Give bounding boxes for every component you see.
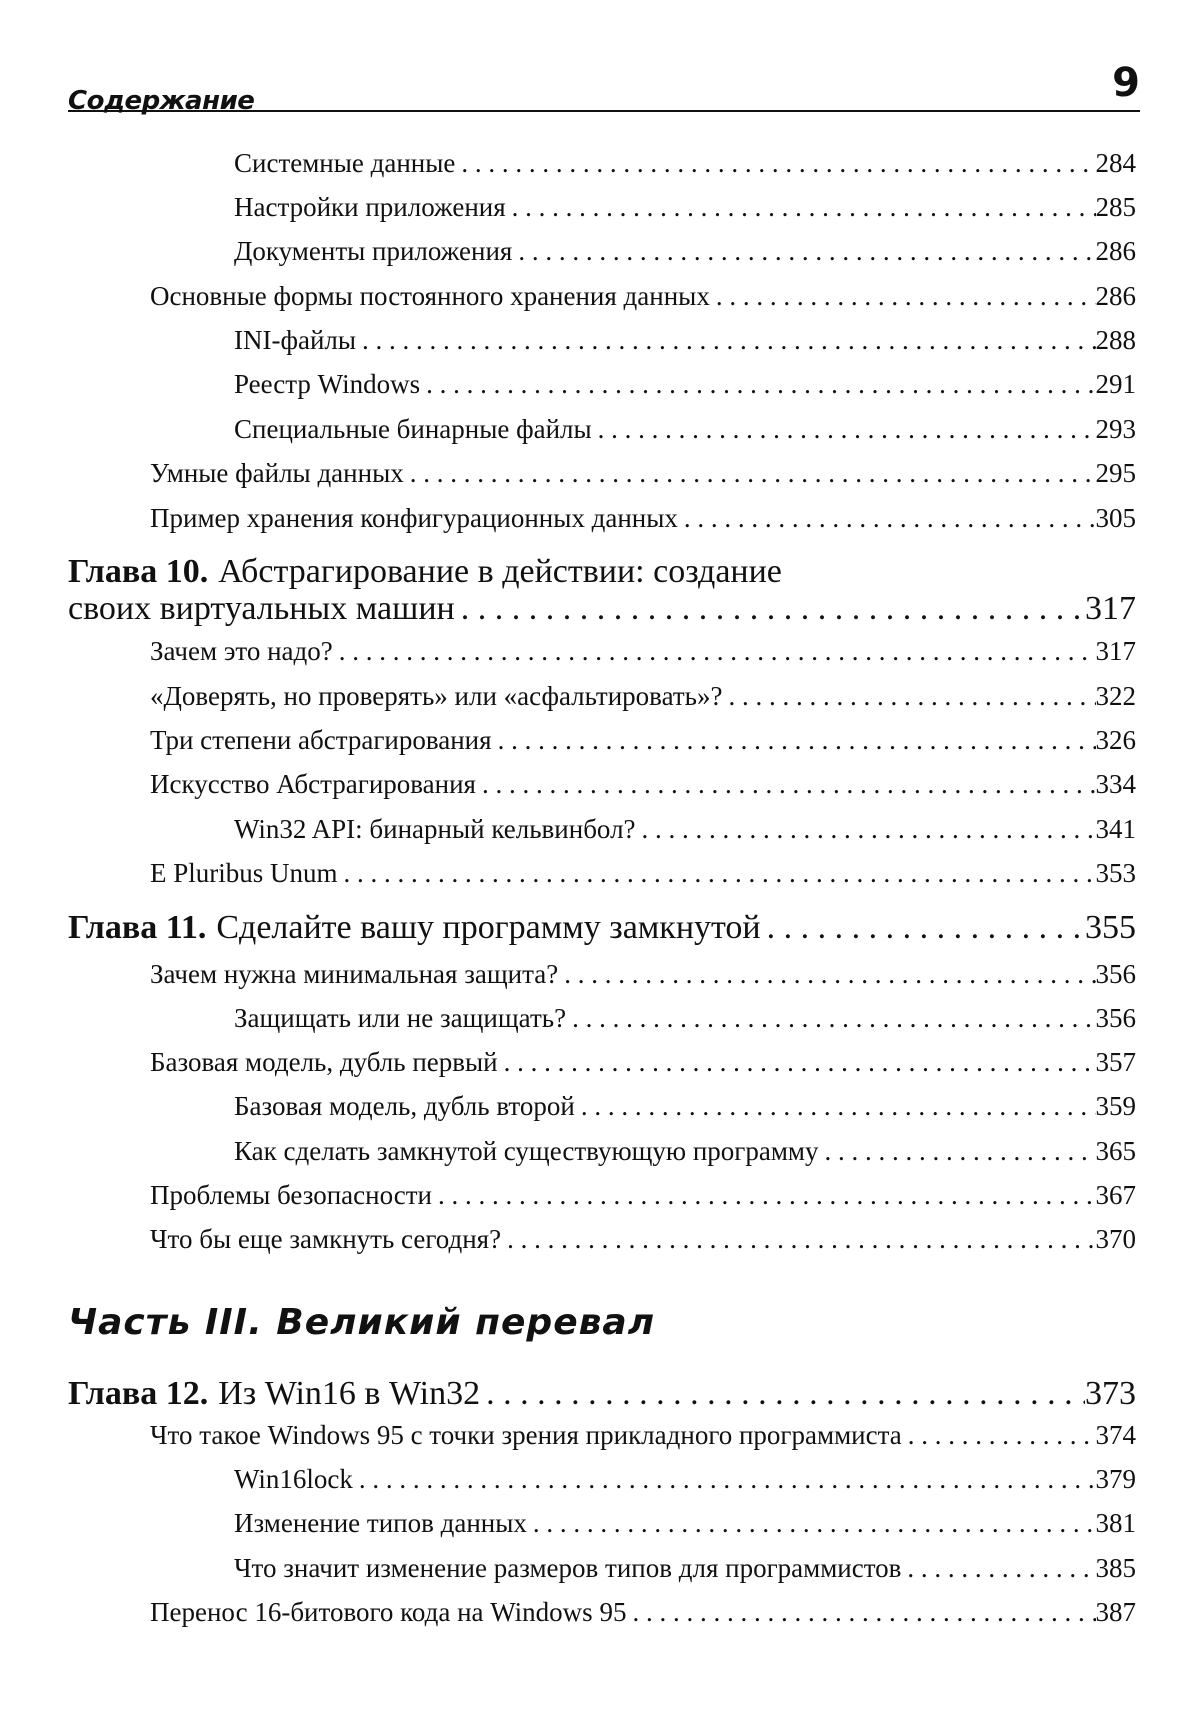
chapter-label: Глава 11. [68, 909, 207, 946]
toc-entry-page: 356 [1095, 959, 1136, 989]
chapter-label: Глава 10. [68, 553, 209, 590]
chapter-page: 355 [1085, 909, 1136, 946]
leader-dots [476, 767, 1096, 801]
leader-dots [575, 1089, 1096, 1123]
page-header [68, 60, 1140, 124]
toc-entry-page: 341 [1095, 814, 1136, 844]
header-rule [68, 110, 1140, 112]
toc-entry-page: 334 [1095, 769, 1136, 799]
toc-entry [234, 146, 1136, 180]
toc-entry [150, 1045, 1136, 1079]
leader-dots [506, 190, 1096, 224]
leader-dots [678, 501, 1096, 535]
toc-entry-title: Зачем нужна минимальная защита? [150, 959, 559, 989]
toc-entry [150, 1418, 1136, 1452]
toc-entry-page: 305 [1095, 503, 1136, 533]
toc-entry-page: 356 [1095, 1003, 1136, 1033]
toc-entry-title: Перенос 16-битового кода на Windows 95 [150, 1597, 627, 1627]
toc-entry [150, 679, 1136, 713]
toc-entry-title: Win16lock [234, 1464, 353, 1494]
leader-dots [902, 1418, 1096, 1452]
toc-entry [234, 1134, 1136, 1168]
toc-entry-title: Документы приложения [234, 236, 513, 266]
leader-dots [710, 279, 1096, 313]
chapter-title: своих виртуальных машин [68, 590, 455, 627]
toc-entry-title: Умные файлы данных [150, 458, 404, 488]
toc-entry [234, 190, 1136, 224]
chapter-heading-cont [68, 589, 1136, 629]
leader-dots [455, 589, 1085, 629]
leader-dots [356, 323, 1095, 357]
toc-entry-page: 286 [1095, 236, 1136, 266]
toc-entry-page: 381 [1095, 1508, 1136, 1538]
toc-entry-title: Настройки приложения [234, 192, 506, 222]
toc-entry [234, 367, 1136, 401]
leader-dots [512, 234, 1095, 268]
toc-entry-title: E Pluribus Unum [150, 858, 338, 888]
toc-entry-title: Как сделать замкнутой существующую программу [234, 1136, 819, 1166]
toc-entry [150, 279, 1136, 313]
toc-entry-page: 291 [1095, 369, 1136, 399]
leader-dots [527, 1506, 1096, 1540]
toc-entry-title: Изменение типов данных [234, 1508, 527, 1538]
leader-dots [492, 723, 1096, 757]
toc-entry [150, 501, 1136, 535]
toc-entry-title: INI-файлы [234, 325, 357, 355]
part-heading: Часть III. Великий перевал [68, 1302, 656, 1343]
leader-dots [901, 1551, 1095, 1585]
toc-entry-page: 322 [1095, 681, 1136, 711]
toc-entry [234, 1089, 1136, 1123]
toc-entry-title: Что значит изменение размеров типов для программистов [234, 1553, 902, 1583]
toc-entry-page: 374 [1095, 1420, 1136, 1450]
toc-entry-title: Проблемы безопасности [150, 1180, 432, 1210]
leader-dots [566, 1001, 1095, 1035]
toc-entry-page: 286 [1095, 281, 1136, 311]
toc-entry [234, 1551, 1136, 1585]
toc-entry [150, 1222, 1136, 1256]
toc-entry-page: 357 [1095, 1047, 1136, 1077]
running-title: Содержание [68, 86, 255, 116]
toc-entry [234, 812, 1136, 846]
toc-entry [234, 234, 1136, 268]
leader-dots [626, 1595, 1095, 1629]
leader-dots [592, 412, 1096, 446]
chapter-heading [68, 1374, 1136, 1414]
toc-entry [150, 856, 1136, 890]
leader-dots [819, 1134, 1096, 1168]
chapter-label: Глава 12. [68, 1375, 209, 1412]
toc-entry [150, 767, 1136, 801]
toc-entry [234, 1506, 1136, 1540]
toc-entry [234, 412, 1136, 446]
toc-entry-page: 359 [1095, 1091, 1136, 1121]
chapter-page: 373 [1085, 1375, 1136, 1412]
toc-entry [150, 723, 1136, 757]
toc-entry-page: 293 [1095, 414, 1136, 444]
leader-dots [420, 367, 1095, 401]
leader-dots [558, 957, 1095, 991]
toc-entry-page: 285 [1095, 192, 1136, 222]
chapter-title: Абстрагирование в действии: создание [218, 553, 782, 590]
toc-entry-page: 353 [1095, 858, 1136, 888]
toc-entry [234, 1001, 1136, 1035]
leader-dots [498, 1045, 1096, 1079]
toc-entry-page: 365 [1095, 1136, 1136, 1166]
toc-entry-page: 317 [1095, 636, 1136, 666]
leader-dots [722, 679, 1095, 713]
toc-entry-page: 288 [1095, 325, 1136, 355]
leader-dots [480, 1374, 1085, 1414]
chapter-page: 317 [1085, 590, 1136, 627]
toc-entry [150, 634, 1136, 668]
toc-entry-title: Искусство Абстрагирования [150, 769, 476, 799]
chapter-heading [68, 908, 1136, 948]
toc-entry-title: Специальные бинарные файлы [234, 414, 592, 444]
toc-entry-title: Основные формы постоянного хранения данных [150, 281, 710, 311]
toc-entry-title: Три степени абстрагирования [150, 725, 492, 755]
toc-entry [150, 1178, 1136, 1212]
toc-entry [150, 456, 1136, 490]
toc-entry-page: 367 [1095, 1180, 1136, 1210]
chapter-title: Из Win16 в Win32 [218, 1375, 481, 1412]
toc-entry-title: Что такое Windows 95 с точки зрения прикладного программиста [150, 1420, 902, 1450]
toc-entry-title: Базовая модель, дубль первый [150, 1047, 498, 1077]
toc-entry-page: 326 [1095, 725, 1136, 755]
chapter-heading [68, 552, 782, 592]
leader-dots [333, 634, 1096, 668]
chapter-title: Сделайте вашу программу замкнутой [216, 909, 761, 946]
leader-dots [636, 812, 1096, 846]
toc-entry-title: Пример хранения конфигурационных данных [150, 503, 678, 533]
toc-entry-title: Что бы еще замкнуть сегодня? [150, 1224, 502, 1254]
toc-entry-page: 385 [1095, 1553, 1136, 1583]
leader-dots [455, 146, 1095, 180]
toc-entry [150, 1595, 1136, 1629]
leader-dots [338, 856, 1096, 890]
page-number: 9 [1112, 60, 1140, 106]
leader-dots [761, 908, 1085, 948]
leader-dots [432, 1178, 1096, 1212]
leader-dots [353, 1462, 1096, 1496]
toc-entry-title: Защищать или не защищать? [234, 1003, 567, 1033]
toc-entry [150, 957, 1136, 991]
toc-entry [234, 323, 1136, 357]
toc-entry-title: «Доверять, но проверять» или «асфальтировать»? [150, 681, 723, 711]
toc-entry-title: Зачем это надо? [150, 636, 333, 666]
toc-entry-page: 387 [1095, 1597, 1136, 1627]
toc-entry-title: Реестр Windows [234, 369, 421, 399]
leader-dots [501, 1222, 1095, 1256]
toc-entry-title: Системные данные [234, 148, 456, 178]
toc-entry-title: Win32 API: бинарный кельвинбол? [234, 814, 636, 844]
leader-dots [404, 456, 1096, 490]
toc-entry-page: 295 [1095, 458, 1136, 488]
toc-entry [234, 1462, 1136, 1496]
toc-entry-page: 284 [1095, 148, 1136, 178]
toc-entry-page: 370 [1095, 1224, 1136, 1254]
toc-entry-page: 379 [1095, 1464, 1136, 1494]
toc-entry-title: Базовая модель, дубль второй [234, 1091, 575, 1121]
